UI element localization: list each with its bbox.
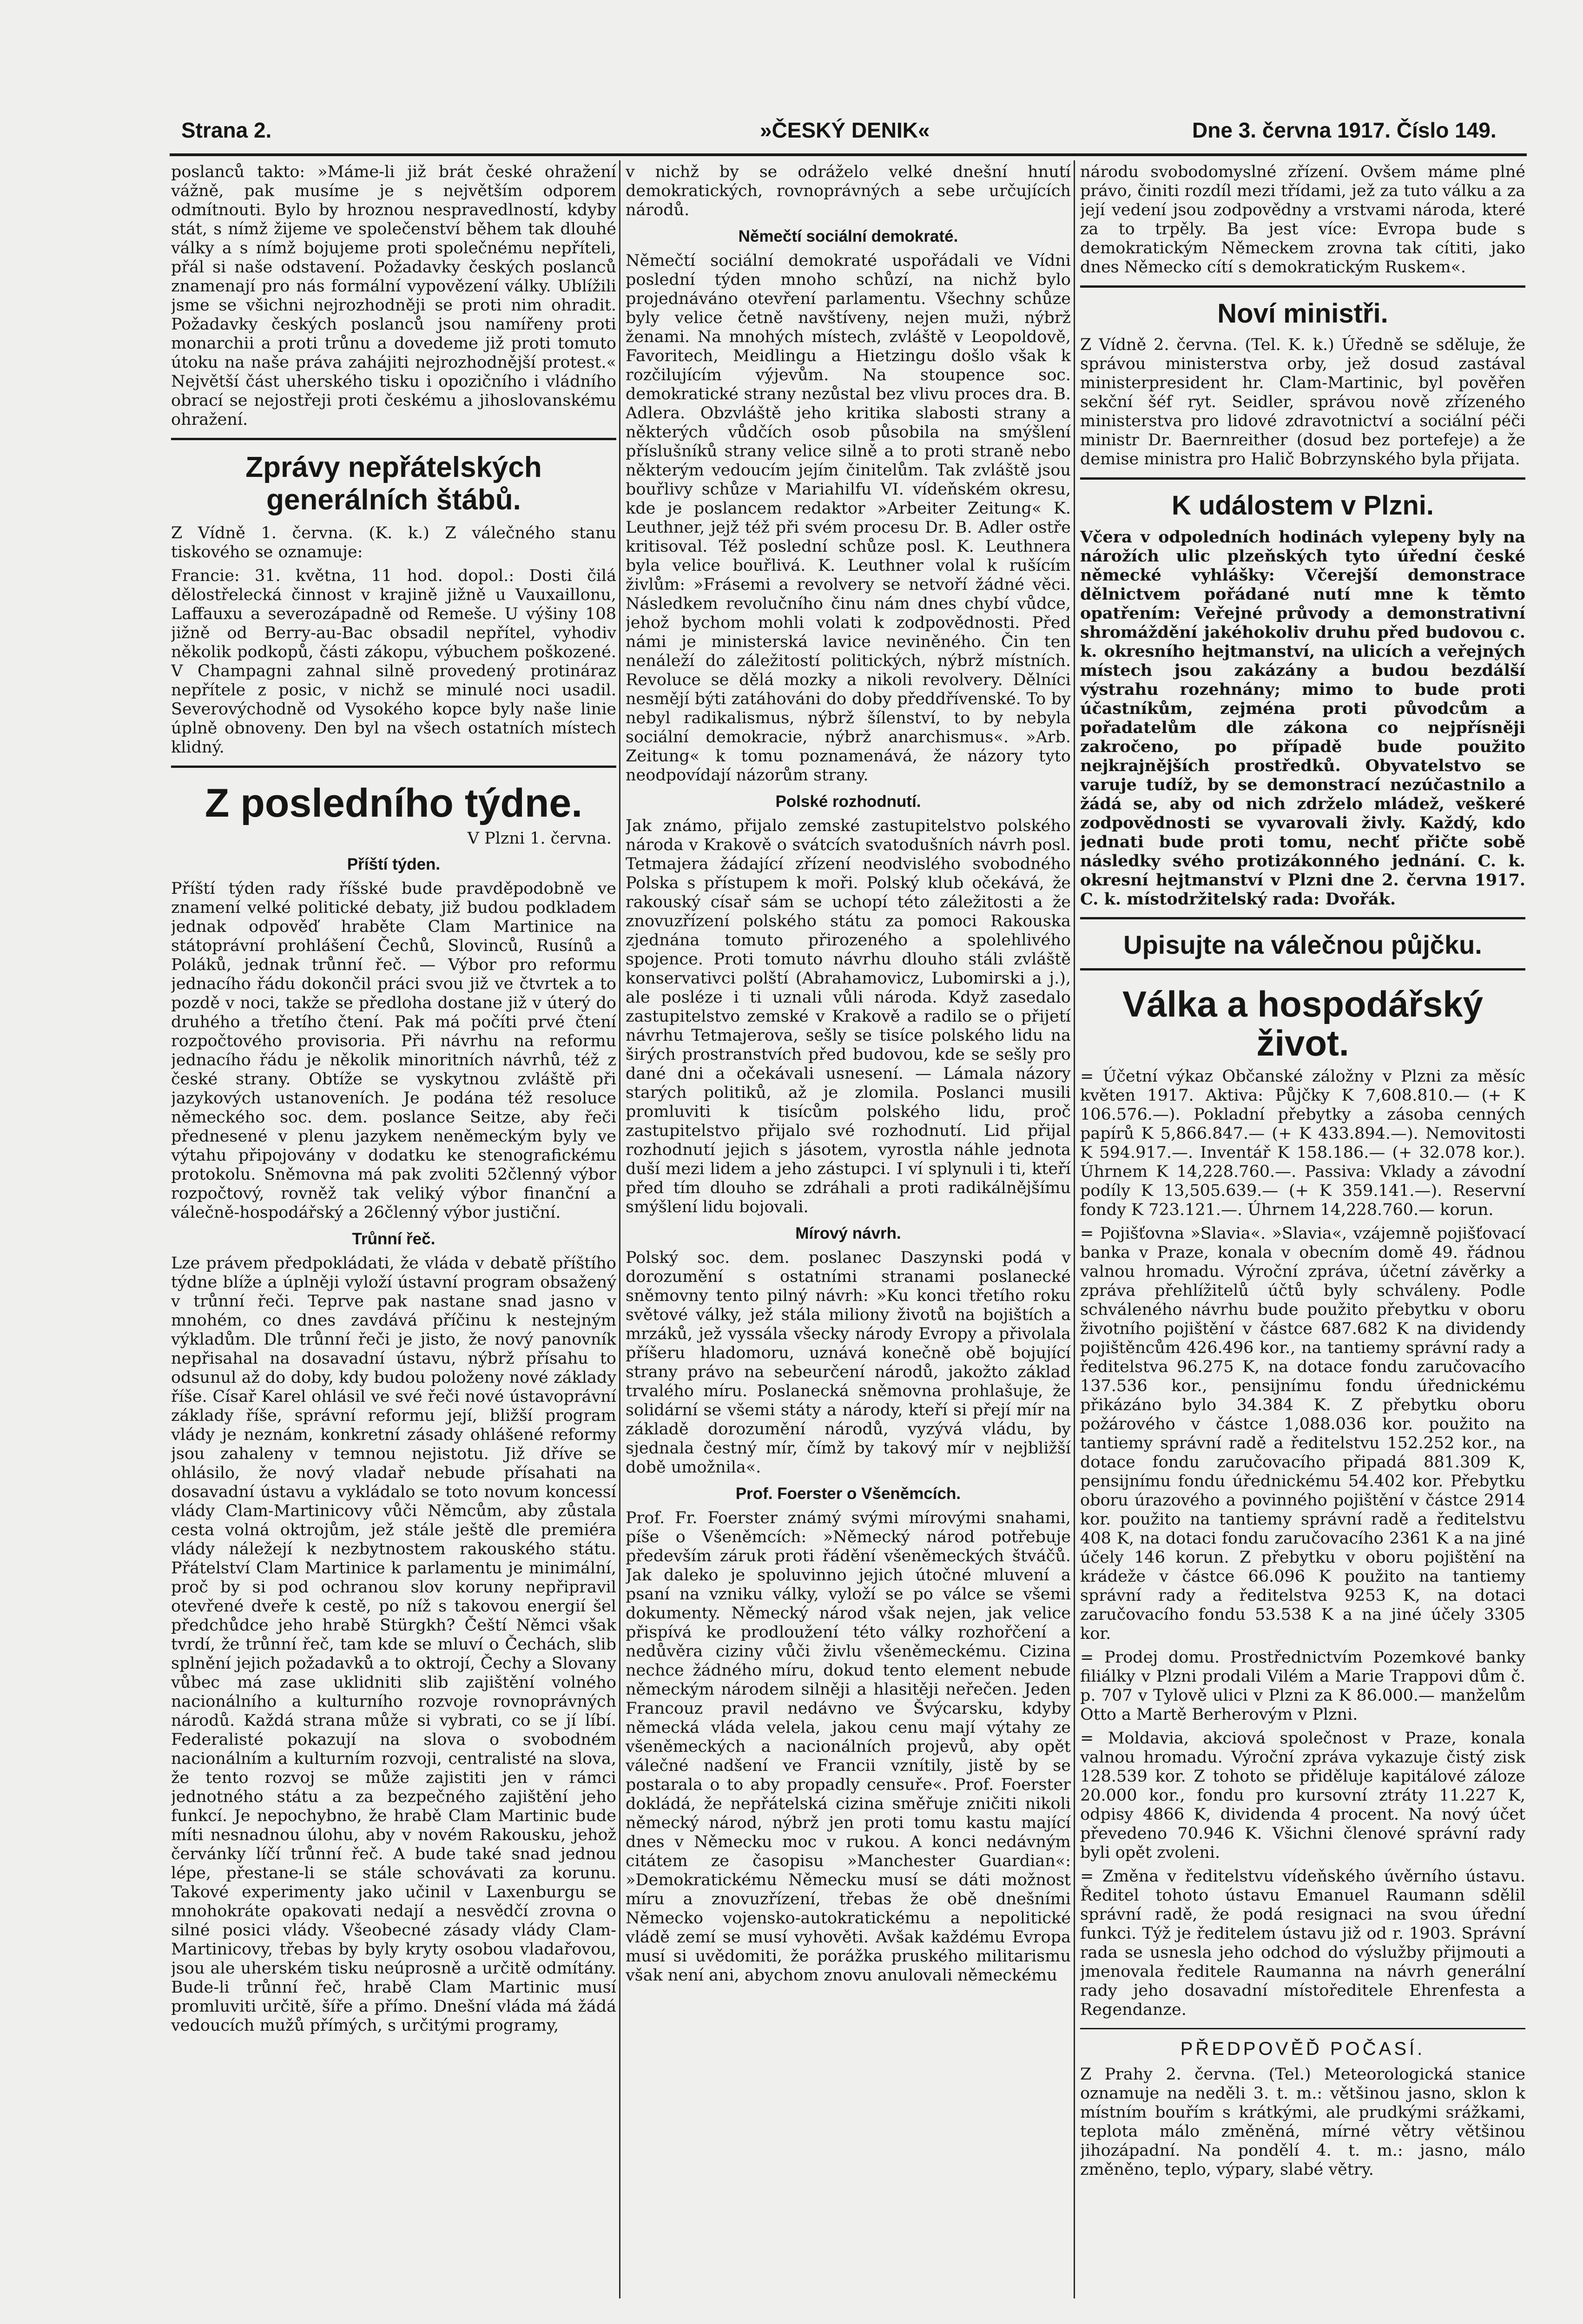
article-text: Příští týden rady říšské bude pravděpodobně ve znamení velké politické debaty, již budou podkladem jednak odpověď hraběte Clam Martinice na státoprávní prohlášení Čechů, Slovinců, Rusínů a Poláků, jednak trůnní řeč. — Výbor pro reformu jednacího řádu dokončil práci svou již ve čtvrtek a to pozdě v noci, takže se předloha dostane již v úterý do druhého a třetího čtení. Pak má počíti prvé čtení rozpočtového provisoria. Při návrhu na reformu jednacího řádu je několik minoritních návrhů, též z české strany. Obtíže se vyskytnou zvláště při jazykových ustanoveních. Je podána též resoluce německého soc. dem. poslance Seitze, aby řeči přednesené v plenu jazykem neněmeckým byly ve výtahu připojovány v dodatku ke stenografickému protokolu. Sněmovna má pak zvoliti 52členný výbor rozpočtový, rovněž tak veliký výbor finanční a válečně-hospodářský a 26členný výbor justiční. <box>171 879 616 1222</box>
section-rule <box>171 438 616 440</box>
column-divider <box>1074 160 1075 2298</box>
article-text: = Moldavia, akciová společnost v Praze, konala valnou hromadu. Výroční zpráva vykazuje čistý zisk 128.539 kor. Z tohoto se přiděluje kapitálové záloze 20.000 kor., fondu pro kursovní ztráty 11.227 K, odpisy 4866 K, dividenda 4 procent. Na nový účet převedeno 70.946 K. Všichni členové správní rady byli opět zvoleni. <box>1080 1729 1525 1862</box>
article-text: = Změna v ředitelstvu vídeňského úvěrního ústavu. Ředitel tohoto ústavu Emanuel Raumann sdělil správní radě, že podá resignaci na svou úřední funkci. Týž je ředitelem ústavu již od r. 1903. Správní rada se usnesla jeho odchod do výslužby přijmouti a jmenovala ředitele Raumanna na návrh generální rady jeho dosavadní místoředitele Ehrenfesta a Regendanze. <box>1080 1867 1525 2019</box>
headline-ministers: Noví ministři. <box>1217 298 1388 329</box>
subheading: Příští týden. <box>347 855 441 873</box>
subheading: Němečtí sociální demokraté. <box>738 227 958 245</box>
section-rule <box>1080 917 1525 919</box>
masthead: »ČESKÝ DENIK« <box>760 118 930 142</box>
header-rule <box>170 153 1527 156</box>
subheading: Mírový návrh. <box>795 1224 901 1242</box>
section-rule <box>1080 285 1525 288</box>
article-text: Polský soc. dem. poslanec Daszynski podá v dorozumění s ostatními stranami poslanecké sněmovny tento pilný návrh: »Ku konci třetího roku světové války, jež stála miliony životů na bojištích a mrzáků, jež vyssála všecky národy Evropy a přivolala příšeru hladomoru, uznává konečně obě bojující strany právo na sebeurčení národů, jakožto základ trvalého míru. Poslanecká sněmovna prohlašuje, že solidární se všemi státy a národy, kteří si přejí mír na základě dorozumění národů, vyzývá vládu, by sjednala čestný mír, čímž by takový mír v nejbližší době umožnila«. <box>626 1248 1071 1477</box>
article-text: Z Vídně 1. června. (K. k.) Z válečného stanu tiskového se oznamuje: <box>171 524 616 561</box>
section-rule <box>1080 2028 1525 2029</box>
headline-economy: Válka a hospodářský život. <box>1122 984 1484 1063</box>
article-text: Z Vídně 2. června. (Tel. K. k.) Úředně se sděluje, že správou ministerstva orby, jež dosud zastával ministerpresident hr. Clam-Martinic, byl pověřen sekční šéf ryt. Seidler, správou nově zřízeného ministerstva pro lidové zdravotnictví a sociální péči ministr Dr. Baernreither (dosud bez portefeje) a že demise ministra pro Halič Bobrzynského byla přijata. <box>1080 336 1525 469</box>
article-text: = Účetní výkaz Občanské záložny v Plzni za měsíc květen 1917. Aktiva: Půjčky K 7,608.810.— (+ K 106.576.—). Pokladní přebytky a zásoba cenných papírů K 5,866.847.— (+ K 433.894.—). Nemovitosti K 594.917.—. Inventář K 158.186.— (+ 32.078 kor.). Úhrnem K 14,228.760.—. Passiva: Vklady a závodní podíly K 13,505.639.— (+ K 359.141.—). Reservní fondy K 723.121.—. Úhrnem 14,228.760.— korun. <box>1080 1067 1525 1219</box>
headline-war-loan: Upisujte na válečnou půjčku. <box>1123 930 1482 959</box>
article-text: Jak známo, přijalo zemské zastupitelstvo polského národa v Krakově o svátcích svatodušních návrh posl. Tetmajera žádající zřízení neodvislého svobodného Polska s přístupem k moři. Polský klub očekává, že rakouský císař sám se uchopí této záležitosti a že znovuzřízení polského státu za pomoci Rakouska zjednána tomuto přirozeného a spolehlivého spojence. Proti tomuto návrhu dlouho stáli zvláště konservativci polští (Abrahamovicz, Lubomirski a j.), ale posléze i ti uznali vůli národa. Když zasedalo zastupitelstvo zemské v Krakově a radilo se o přijetí návrhu Tetmajerova, sešly se tisíce polského lidu na širých prostranstvích před budovou, kde se sešly pro dané dni a očekávali usnesení. — Lámala názory starých politiků, až je zlomila. Poslanci musili promluviti k tisícům polského lidu, proč zastupitelstvo přijalo své rozhodnutí. Lid přijal rozhodnutí jejich s jásotem, vyrostla náhle jednota duší mezi lidem a jeho zástupci. I ví splynuli i ti, kteří před tím dlouho se zdráhali a proti radikálnějšímu smýšlení lidu bojovali. <box>626 817 1071 1216</box>
column-divider <box>619 160 620 2298</box>
article-text: Lze právem předpokládati, že vláda v debatě příštího týdne blíže a úplněji vyloží ústavní program obsažený v trůnní řeči. Teprve pak nastane snad jasno v mnohém, co dnes zavdává příčinu k nestejným výkladům. Dle trůnní řeči je jisto, že nový panovník nepřisahal na dosavadní ústavu, nýbrž přísahu to odsunul až do doby, kdy budou položeny nové základy říše. Císař Karel ohlásil ve své řeči nové ústavoprávní základy říše, správní reformu její, bližší program vlády je neznám, konkretní zásady ohlášené reformy jsou zahaleny v temnou nejistotu. Již dříve se ohlásilo, že nový vladař nebude přísahati na dosavadní ústavu a vykládalo se toto novum koncessí vlády Clam-Martinicovy vůči Němcům, aby zůstala cesta volná oktrojům, jež stále ještě dle premiéra vlády náležejí k nezbytnostem rakouského státu. Přátelství Clam Martinice k parlamentu je minimální, proč by si pod ochranou slov koruny nepřipravil otevřené dveře k cestě, po níž s takovou energií šel předchůdce jeho hrabě Stürgkh? Čeští Němci však tvrdí, že trůnní řeč, tam kde se mluví o Čechách, slib splnění jejich požadavků a to oktrojí, Čechy a Slovany vůbec má zase uklidniti slib zajištění volného nacionálního a kulturního rozvoje rovnoprávných národů. Každá strana může si vybrati, co se jí líbí. Federalisté pokazují na slova o svobodném nacionálním a kulturním rozvoji, centralisté na slova, že tento rozvoj se může zajistiti jen v rámci jednotného státu a za bezpečného zajištění jeho funkcí. Je nepochybno, že hrabě Clam Martinic bude míti nesnadnou úlohu, aby v novém Rakousku, jehož červánky líčí trůnní řeč. A bude také snad jednou lépe, přestane-li se stále schovávati za korunu. Takové experimenty jako učinil v Laxenburgu se mnohokráte opakovati nedají a nesvědčí zrovna o silné posici vlády. Všeobecné zásady vlády Clam-Martinicovy, třebas by byly kryty osobou vladařovou, jsou ale uherském tisku neúprosně a určitě odmítány. Bude-li trůnní řeč, hrabě Clam Martinic musí promluviti určitě, šíře a přímo. Dnešní vláda má žádá vedoucích mužů přímých, s určitými programy, <box>171 1254 616 2035</box>
article-text: Němečtí sociální demokraté uspořádali ve Vídni poslední týden mnoho schůzí, na nichž bylo projednáváno otevření parlamentu. Všechny schůze byly velice četně navštíveny, nejen muži, nýbrž ženami. Na mnohých místech, zvláště v Leopoldově, Favoritech, Meidlingu a Hietzingu došlo však k rozčilujícím výjevům. Na stoupence soc. demokratické strany nezůstal bez vlivu proces dra. B. Adlera. Obzvláště jeho kritika slabosti strany a některých vůdčích osob působila na smýšlení příslušníků strany velice silně a to proti straně nebo některým vedoucím jejím činitelům. Tak zvláště jsou bouřlivy schůze v Mariahilfu VI. vídeňském okresu, kde je poslancem redaktor »Arbeiter Zeitung« K. Leuthner, jejž též při svém procesu Dr. B. Adler ostře kritisoval. Též poslední schůze posl. K. Leuthnera byla velice bouřlivá. K. Leuthner volal k rušícím živlům: »Frásemi a revolvery se netvoří žádné věci. Následkem revolučního činu nám dnes chybí vůdce, jehož bychom mohli volati k zodpovědnosti. Před námi je ministerská lavice neviněného. Čin ten nenáleží do záležitostí politických, nýbrž místních. Revoluce se dělá mozky a nikoli revolvery. Dělníci nesmějí býti zatáhováni do doby předdřívenské. To by nebyl radikalismus, nýbrž šílenství, to by nebyla sociální demokracie, nýbrž anarchismus«. »Arb. Zeitung« k tomu poznamenává, že názory tyto neodpovídají názorům strany. <box>626 251 1071 785</box>
headline-war-reports: Zprávy nepřátelských generálních štábů. <box>245 451 542 516</box>
headline-plzen: K událostem v Plzni. <box>1172 490 1434 521</box>
article-text: poslanců takto: »Máme-li již brát české ohražení vážně, pak musíme je s největším odporem odmítnouti. Bylo by hroznou nespravedlností, kdyby stát, s nímž žijeme ve společenství během tak dlouhé války a s nímž bojujeme proti společnému nepříteli, přál si naše odstavení. Požadavky českých poslanců znamenají pro nás formální vypovězení války. Ublížili jsme se všichni nejrozhodněji se proti nim ohradit. Požadavky českých poslanců jsou namířeny proti monarchii a proti trůnu a dovedeme již proti tomuto útoku na naše práva zahájiti nejrozhodnější protest.« Největší část uherského tisku i opozičního i vládního obrací se nejostřeji proti českému a jihoslovanskému ohražení. <box>171 163 616 429</box>
page-number: Strana 2. <box>181 118 272 142</box>
dateline: V Plzni 1. června. <box>467 829 612 848</box>
article-text: v nichž by se odráželo velké dnešní hnutí demokratických, rovnoprávných a sebe určujících národů. <box>626 163 1071 219</box>
column-1 <box>171 163 616 2291</box>
column-3 <box>1080 163 1525 2291</box>
article-text: = Pojišťovna »Slavia«. »Slavia«, vzájemně pojišťovací banka v Praze, konala v obecním domě 49. řádnou valnou hromadu. Výroční zpráva, účetní závěrky a zpráva přehlížitelů účtů byly schváleny. Podle schváleného návrhu bude použito přebytku v oboru životního pojištění v částce 687.682 K na dividendy pojištěncům 426.496 kor., na tantiemy správní rady a ředitelstva 96.275 K, na dotace fondu zaručovacího 137.536 kor., pensijnímu fondu úřednickému přikázáno bylo 34.384 K. Z přebytku oboru požárového v částce 1,088.036 kor. použito na tantiemy správní radě a ředitelstvu 152.252 kor., na dotace fondu zaručovacího připadá 881.309 K, pensijnímu fondu úřednickému 54.402 kor. Přebytku oboru úrazového a povinného pojištění v částce 2914 kor. použito na tantiemy správní radě a ředitelstvu 408 K, na dotaci fondu zaručovacího 2361 K a na jiné účely 146 korun. Z přebytku v oboru pojištění na krádeže v částce 66.096 K použito na tantiemy správní rady a ředitelstva 9253 K, na dotaci zaručovacího fondu 53.538 K a na jiné účely 3305 kor. <box>1080 1224 1525 1643</box>
subheading: Polské rozhodnutí. <box>775 792 921 811</box>
section-rule <box>1080 968 1525 971</box>
article-text: Z Prahy 2. června. (Tel.) Meteorologická stanice oznamuje na neděli 3. t. m.: většinou jasno, sklon k místním bouřím s krátkými, ale prudkými srážkami, teplota málo změněná, mírné větry většinou jihozápadní. Na pondělí 4. t. m.: jasno, málo změněno, teplo, výpary, slabé větry. <box>1080 2065 1525 2179</box>
subheading: Prof. Foerster o Všeněmcích. <box>735 1485 961 1503</box>
article-text: = Prodej domu. Prostřednictvím Pozemkové banky filiálky v Plzni prodali Vilém a Marie Trappovi dům č. p. 707 v Tylově ulici v Plzni za K 86.000.— manželům Otto a Martě Berherovým v Plzni. <box>1080 1648 1525 1724</box>
article-text: Francie: 31. května, 11 hod. dopol.: Dosti čilá dělostřelecká činnost v krajině jižně u Vauxaillonu, Laffauxu a severozápadně od Remeše. U výšiny 108 jižně od Berry-au-Bac obsadil nepřítel, vyhodiv několik podkopů, části zákopu, výbuchem poškozené. V Champagni zahnal silně provedený protináraz nepřítele z posic, v nichž se minulé noci usadil. Severovýchodně od Vysokého kopce byly naše linie úplně obnoveny. Den byl na všech ostatních místech klidný. <box>171 567 616 757</box>
section-rule <box>171 766 616 768</box>
column-2 <box>626 163 1071 2291</box>
subheading: Trůnní řeč. <box>352 1230 435 1248</box>
section-rule <box>1080 477 1525 480</box>
issue-date: Dne 3. června 1917. Číslo 149. <box>1192 118 1497 142</box>
headline-weather: PŘEDPOVĚĎ POČASÍ. <box>1180 2039 1425 2059</box>
article-text: národu svobodomyslné zřízení. Ovšem máme plné právo, činiti rozdíl mezi třídami, jež za tuto válku a za její vedení jsou zodpovědny a vrstvami národa, které za to trpěly. Ba jest více: Evropa bude s demokratickým Německem zrovna tak cítiti, jako dnes Německo cítí s demokratickým Ruskem«. <box>1080 163 1525 277</box>
article-text: Prof. Fr. Foerster známý svými mírovými snahami, píše o Všeněmcích: »Německý národ potřebuje především záruk proti řádění všeněmeckých štváčů. Jak daleko je spoluvinno jejich útočné mluvení a psaní na vzniku války, vyloží se po válce se všemi dokumenty. Německý národ však nejen, jak velice přispívá ke prodloužení této války rozhořčení a nedůvěra ciziny vůči živlu všeněmeckému. Cizina nechce žádného míru, dokud tento element nebude německým národem silněji a hlasitěji neřečen. Jeden Francouz pravil nedávno ve Švýcarsku, kdyby německá vláda velela, jakou cenu mají výtahy ze všeněmeckých a nacionálních projevů, aby opět válečné nadšení ve Francii vznítily, jistě by se postarala o to aby propadly censuře«. Prof. Foerster dokládá, že nepřátelská cizina směřuje zničiti nikoli německý národ, nýbrž jen proti tomu kastu mající dnes v Německu moc v rukou. A konci nedávným citátem ze časopisu »Manchester Guardian«: »Demokratickému Německu musí se dáti možnost míru a znovuzřízení, třebas že obě dnešními Německo vojensko-autokratickému a nepolitické vládě zemí se musí vyhověti. Avšak každému Evropa musí si uvědomiti, že porážka pruského militarismu však není ani, abychom znovu anulovali německému <box>626 1509 1071 1985</box>
page-header <box>172 109 1524 151</box>
official-notice: Včera v odpoledních hodinách vylepeny byly na nárožích ulic plzeňských tyto úřední české německé vyhlášky: Včerejší demonstrace dělnictvem pořádané nutí mne k těmto opatřením: Veřejné průvody a demonstrativní shromáždění jakéhokoliv druhu před budovou c. k. okresního hejtmanství, na ulicích a veřejných místech jsou zakázány a budou bezdálší výstrahu rozehnány; mimo to bude proti účastníkům, zejména proti původcům a pořadatelům dle zákona co nejpřísněji zakročeno, po případě bude použito nejkrajnějších prostředků. Obyvatelstvo se varuje tudíž, by se demonstrací nezúčastnilo a žádá se, aby od nich zdrželo mládež, veškeré zodpovědnosti se vyvarovali živly. Každý, kdo jednati bude proti tomu, nechť přičte sobě následky svého protizákonného jednání. C. k. okresní hejtmanství v Plzni dne 2. června 1917. C. k. místodržitelský rada: Dvořák. <box>1080 528 1525 909</box>
headline-last-week: Z posledního týdne. <box>204 781 583 825</box>
